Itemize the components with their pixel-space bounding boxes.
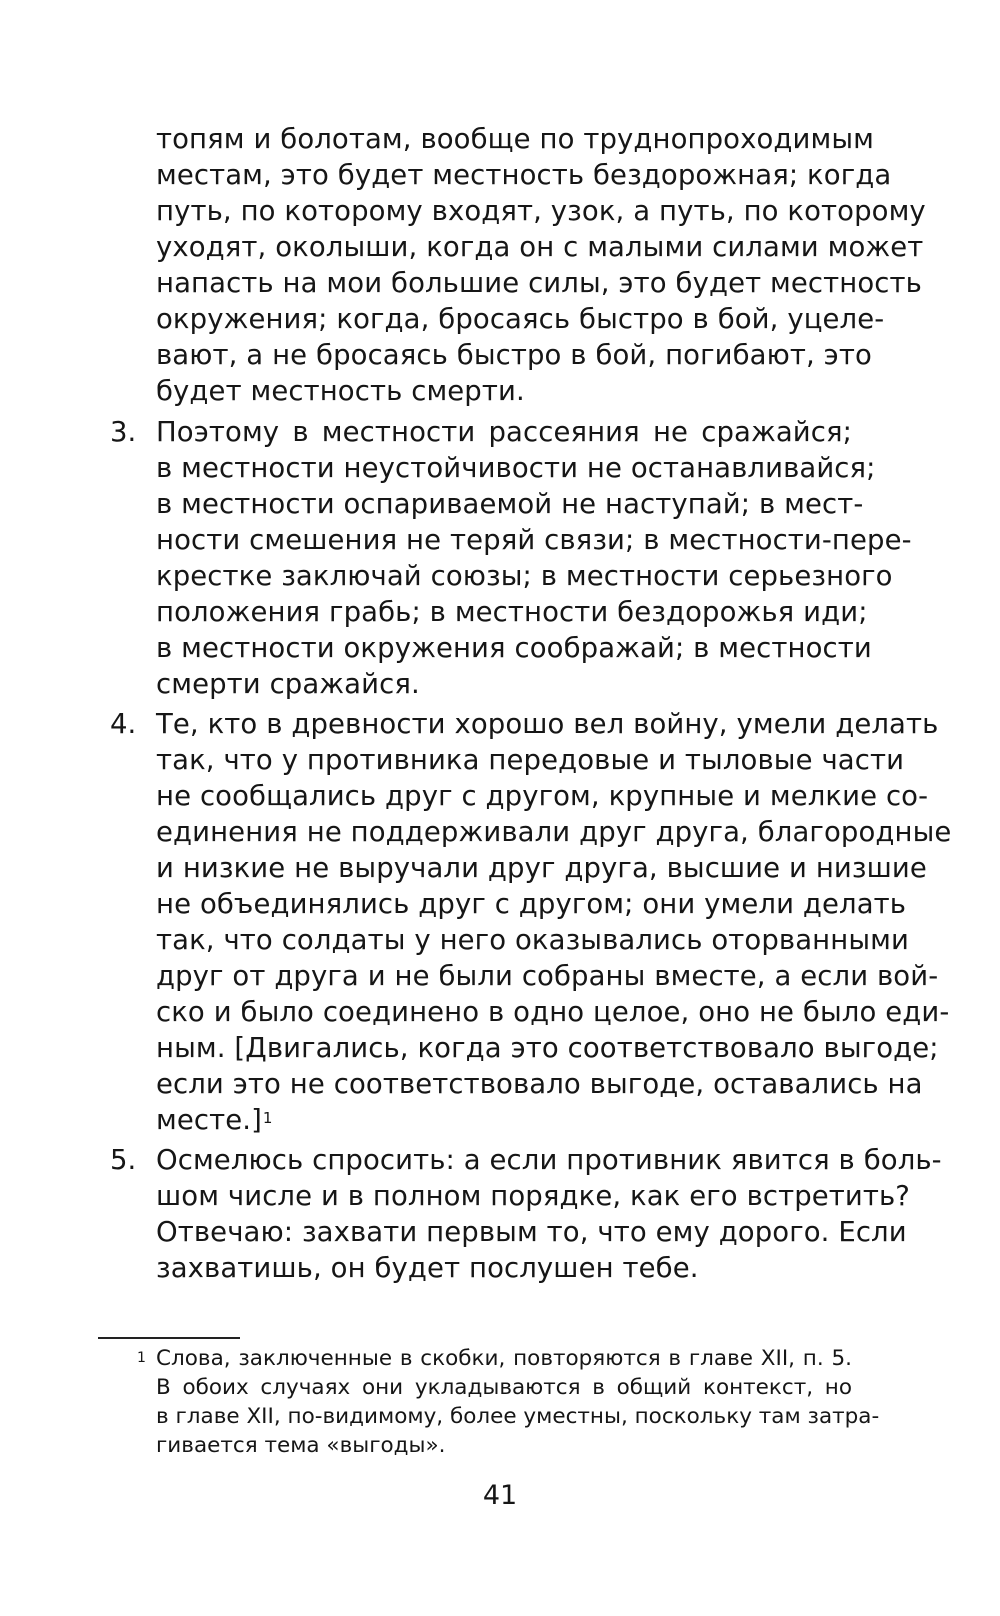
- text-line: Осмелюсь спросить: а если противник явится в боль-: [156, 1144, 942, 1176]
- text-line: так, что у противника передовые и тыловые части: [156, 744, 905, 776]
- text-line: местам, это будет местность бездорожная; когда: [156, 159, 892, 191]
- text-line: окружения; когда, бросаясь быстро в бой, уцеле-: [156, 303, 885, 335]
- text-line: Поэтому в местности рассеяния не сражайся;: [156, 416, 852, 448]
- footnote: [156, 1344, 880, 1460]
- text-line: если это не соответствовало выгоде, оставались на: [156, 1068, 923, 1100]
- continuation-paragraph: [156, 121, 926, 409]
- list-item-3: [156, 414, 912, 702]
- text-line: шом числе и в полном порядке, как его встретить?: [156, 1180, 910, 1212]
- text-line: напасть на мои большие силы, это будет местность: [156, 267, 922, 299]
- item-number: 3.: [110, 416, 137, 448]
- item-number: 5.: [110, 1144, 137, 1176]
- footnote-line: в главе XII, по-видимому, более уместны, поскольку там затра-: [156, 1404, 880, 1429]
- footnote-line: Слова, заключенные в скобки, повторяются в главе XII, п. 5.: [156, 1346, 852, 1371]
- text-line: Отвечаю: захвати первым то, что ему дорого. Если: [156, 1216, 907, 1248]
- list-item-4: [156, 706, 952, 1138]
- footnote-divider: [98, 1337, 240, 1339]
- footnote-mark: 1: [137, 1350, 146, 1366]
- text-line: ско и было соединено в одно целое, оно не было еди-: [156, 996, 950, 1028]
- text-line: в местности неустойчивости не останавливайся;: [156, 452, 876, 484]
- text-line: друг от друга и не были собраны вместе, а если вой-: [156, 960, 939, 992]
- text-line: ности смешения не теряй связи; в местности-пере-: [156, 524, 912, 556]
- text-line: вают, а не бросаясь быстро в бой, погибают, это: [156, 339, 872, 371]
- text-line: крестке заключай союзы; в местности серьезного: [156, 560, 893, 592]
- text-line: уходят, околыши, когда он с малыми силами может: [156, 231, 924, 263]
- text-line: так, что солдаты у него оказывались оторванными: [156, 924, 909, 956]
- text-line-content: месте.]: [156, 1104, 262, 1136]
- text-line: захватишь, он будет послушен тебе.: [156, 1252, 699, 1284]
- text-line: и низкие не выручали друг друга, высшие и низшие: [156, 852, 927, 884]
- text-line: ным. [Двигались, когда это соответствовало выгоде;: [156, 1032, 939, 1064]
- text-line: топям и болотам, вообще по труднопроходимым: [156, 123, 874, 155]
- text-line: положения грабь; в местности бездорожья иди;: [156, 596, 868, 628]
- text-line: путь, по которому входят, узок, а путь, по которому: [156, 195, 926, 227]
- footnote-reference[interactable]: 1: [262, 1109, 273, 1127]
- page-number: 41: [482, 1480, 518, 1511]
- text-line: единения не поддерживали друг друга, благородные: [156, 816, 952, 848]
- text-line: Те, кто в древности хорошо вел войну, умели делать: [156, 708, 939, 740]
- text-line: в местности оспариваемой не наступай; в мест-: [156, 488, 864, 520]
- footnote-line: гивается тема «выгоды».: [156, 1433, 446, 1458]
- list-item-5: [156, 1142, 942, 1286]
- item-number: 4.: [110, 708, 137, 740]
- text-line: не объединялись друг с другом; они умели делать: [156, 888, 907, 920]
- footnote-line: В обоих случаях они укладываются в общий контекст, но: [156, 1375, 852, 1400]
- text-line: будет местность смерти.: [156, 375, 525, 407]
- text-line: смерти сражайся.: [156, 668, 420, 700]
- text-line: в местности окружения соображай; в местности: [156, 632, 872, 664]
- text-line: не сообщались друг с другом, крупные и мелкие со-: [156, 780, 929, 812]
- text-line: [156, 1102, 852, 1138]
